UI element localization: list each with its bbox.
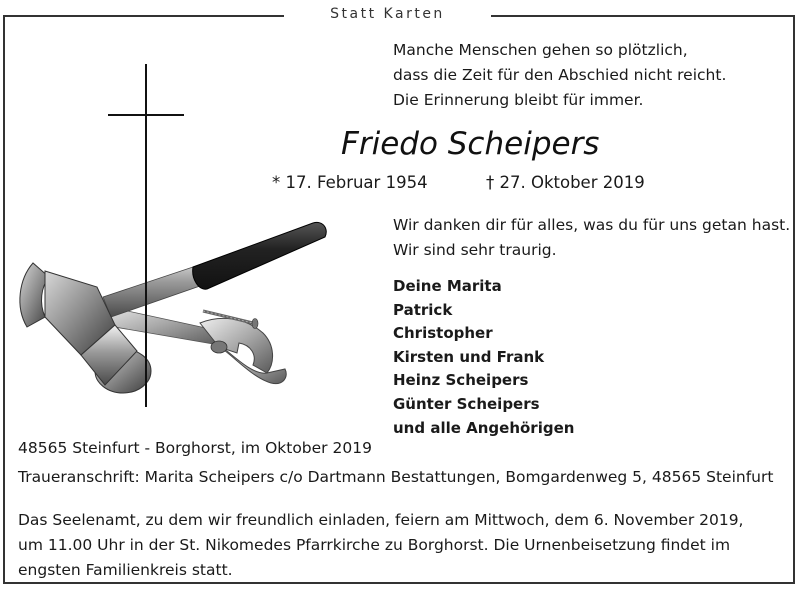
mourner: und alle Angehörigen [393, 418, 575, 437]
mourner: Patrick [393, 300, 453, 319]
death-date: † 27. Oktober 2019 [486, 173, 645, 192]
thanks-line: Wir sind sehr traurig. [393, 241, 557, 259]
deceased-name: Friedo Scheipers [341, 126, 600, 162]
mourning-address: Traueranschrift: Marita Scheipers c/o Dartmann Bestattungen, Bomgardenweg 5, 48565 Steinfurt [18, 468, 774, 486]
poem-line: Die Erinnerung bleibt für immer. [393, 91, 644, 109]
mourner: Deine Marita [393, 277, 502, 295]
thanks-text [393, 213, 790, 263]
hammer-icon [20, 222, 326, 393]
poem [393, 38, 726, 113]
mourner: Günter Scheipers [393, 394, 540, 413]
poem-line: Manche Menschen gehen so plötzlich, [393, 41, 688, 59]
mourner: Kirsten und Frank [393, 347, 545, 366]
mourner: Christopher [393, 324, 493, 343]
hammer-wrench-icon [5, 205, 343, 410]
thanks-line: Wir danken dir für alles, was du für uns getan hast. [393, 216, 791, 234]
service-line: Das Seelenamt, zu dem wir freundlich einladen, feiern am Mittwoch, dem 6. November 2019, [18, 511, 744, 529]
service-line: um 11.00 Uhr in der St. Nikomedes Pfarrkirche zu Borghorst. Die Urnenbeisetzung findet im [18, 536, 731, 554]
mourner: Heinz Scheipers [393, 371, 529, 390]
service-line: engsten Familienkreis statt. [18, 561, 233, 579]
birth-date: * 17. Februar 1954 [272, 173, 428, 192]
place-date: 48565 Steinfurt - Borghorst, im Oktober 2019 [18, 439, 372, 457]
header-rule-left [3, 15, 284, 17]
mourners-list [393, 275, 574, 440]
header-label: Statt Karten [330, 6, 445, 22]
poem-line: dass die Zeit für den Abschied nicht reicht. [393, 66, 727, 84]
header-rule-right [491, 15, 795, 17]
cross-horizontal-icon [108, 114, 184, 116]
service-info [18, 508, 744, 583]
